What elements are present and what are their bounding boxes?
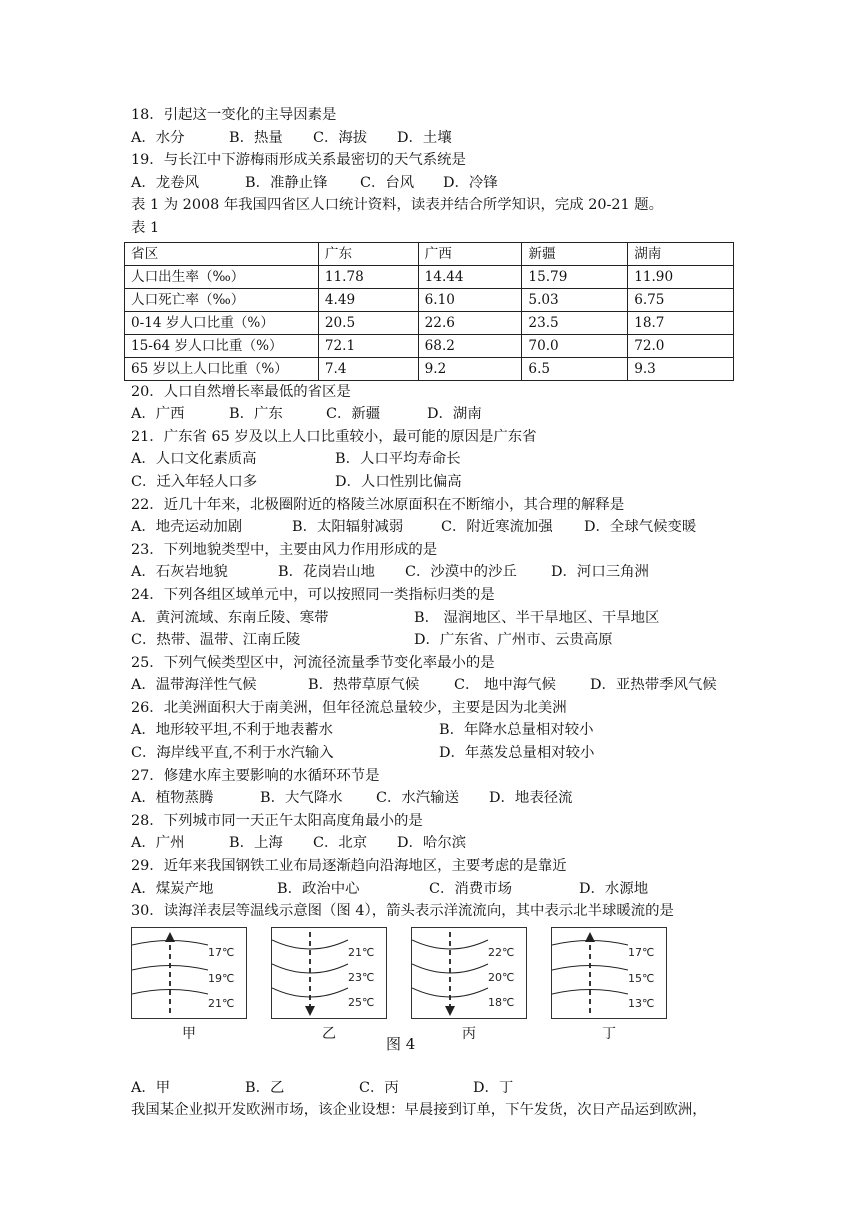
table-header-cell: 新疆 (522, 242, 628, 265)
q27-option-c: C．水汽输送 (376, 790, 459, 807)
table-header-row (125, 242, 734, 265)
table-cell: 15-64 岁人口比重（%） (125, 334, 319, 357)
q26-options-row2 (131, 742, 751, 765)
table-cell: 人口出生率（‰） (125, 265, 319, 288)
q19-option-d: D．冷锋 (443, 174, 498, 191)
table-header-cell: 湖南 (628, 242, 734, 265)
arrow-down-icon (305, 1006, 315, 1016)
q22-option-d: D．全球气候变暖 (584, 519, 697, 536)
table-header-cell: 省区 (125, 242, 319, 265)
q23-option-a: A．石灰岩地貌 (131, 564, 228, 581)
q30-option-a: A．甲 (131, 1079, 171, 1096)
q30-options (131, 1077, 751, 1100)
q29-option-c: C．消费市场 (429, 880, 512, 897)
q25-option-b: B．热带草原气候 (308, 677, 420, 694)
temp-label: 15℃ (628, 971, 655, 985)
q27-option-a: A．植物蒸腾 (131, 790, 214, 807)
arrow-up-icon (585, 932, 595, 942)
q18-option-a: A．水分 (131, 129, 185, 146)
q29-option-b: B．政治中心 (277, 880, 360, 897)
q27-stem: 27．修建水库主要影响的水循环环节是 (131, 767, 380, 784)
table-intro: 表 1 为 2008 年我国四省区人口统计资料，读表并结合所学知识，完成 20-21 题。 (131, 197, 664, 214)
table-header-cell: 广西 (418, 242, 522, 265)
q21-stem: 21．广东省 65 岁及以上人口比重较小，最可能的原因是广东省 (131, 428, 537, 445)
q26-option-d: D．年蒸发总量相对较小 (439, 745, 595, 762)
q28-option-d: D．哈尔滨 (397, 835, 467, 852)
table-cell: 4.49 (318, 288, 418, 311)
q20-options (131, 403, 751, 426)
table-cell: 72.1 (318, 334, 418, 357)
q24-option-d: D．广东省、广州市、云贵高原 (414, 632, 613, 649)
panel-yi (271, 927, 387, 1019)
temp-label: 21℃ (208, 996, 235, 1010)
q22-options (131, 516, 751, 539)
q24-option-b: B． 湿润地区、半干旱地区、干旱地区 (414, 609, 660, 626)
table-cell: 22.6 (418, 311, 522, 334)
isotherm-panel-bing-svg (412, 928, 528, 1020)
isotherm-panel-jia-svg (132, 928, 248, 1020)
q26-option-c: C．海岸线平直,不利于水汽输入 (131, 745, 334, 762)
panel-bing (411, 927, 527, 1019)
q26-options-row1 (131, 719, 751, 742)
q25-stem: 25．下列气候类型区中，河流径流量季节变化率最小的是 (131, 654, 495, 671)
table-row (125, 311, 734, 334)
arrow-up-icon (165, 932, 175, 942)
q25-option-d: D．亚热带季风气候 (590, 677, 717, 694)
table-cell: 11.78 (318, 265, 418, 288)
q29-option-d: D．水源地 (579, 880, 649, 897)
table-cell: 14.44 (418, 265, 522, 288)
q28-option-c: C．北京 (313, 835, 368, 852)
table-row (125, 334, 734, 357)
table-cell: 72.0 (628, 334, 734, 357)
table-cell: 11.90 (628, 265, 734, 288)
table-cell: 18.7 (628, 311, 734, 334)
q20-stem: 20．人口自然增长率最低的省区是 (131, 383, 351, 400)
q27-options (131, 787, 751, 810)
temp-label: 13℃ (628, 996, 655, 1010)
q24-stem: 24．下列各组区域单元中，可以按照同一类指标归类的是 (131, 586, 495, 603)
temp-label: 22℃ (488, 945, 515, 959)
temp-label: 18℃ (488, 995, 515, 1009)
q19-stem: 19．与长江中下游梅雨形成关系最密切的天气系统是 (131, 152, 466, 169)
q28-option-a: A．广州 (131, 835, 185, 852)
table-row (125, 357, 734, 380)
q25-option-a: A．温带海洋性气候 (131, 677, 257, 694)
q24-options-row2 (131, 629, 751, 652)
table-header-cell: 广东 (318, 242, 418, 265)
q25-options (131, 674, 751, 697)
q23-option-b: B．花岗岩山地 (278, 564, 375, 581)
isotherm-panel-yi-svg (272, 928, 388, 1020)
q24-options-row1 (131, 607, 751, 630)
temp-label: 21℃ (348, 945, 375, 959)
q21-options-row2 (131, 471, 751, 494)
q28-option-b: B．上海 (229, 835, 283, 852)
q22-option-a: A．地壳运动加剧 (131, 519, 243, 536)
temp-label: 17℃ (628, 945, 655, 959)
q20-option-a: A．广西 (131, 406, 185, 423)
q23-options (131, 561, 751, 584)
table-row (125, 265, 734, 288)
temp-label: 19℃ (208, 971, 235, 985)
q30-stem: 30．读海洋表层等温线示意图（图 4），箭头表示洋流流向，其中表示北半球暖流的是 (131, 903, 674, 920)
exam-page (131, 104, 751, 1122)
q23-stem: 23．下列地貌类型中，主要由风力作用形成的是 (131, 541, 438, 558)
table-cell: 15.79 (522, 265, 628, 288)
population-table (124, 242, 734, 381)
temp-label: 20℃ (488, 970, 515, 984)
arrow-down-icon (445, 1006, 455, 1016)
q27-option-b: B．大气降水 (260, 790, 343, 807)
q29-stem: 29．近年来我国钢铁工业布局逐渐趋向沿海地区，主要考虑的是靠近 (131, 858, 567, 875)
table-cell: 9.2 (418, 357, 522, 380)
q22-stem: 22．近几十年来，北极圈附近的格陵兰冰原面积在不断缩小，其合理的解释是 (131, 496, 625, 513)
q21-options-row1 (131, 448, 751, 471)
q28-stem: 28．下列城市同一天正午太阳高度角最小的是 (131, 812, 423, 829)
panel-label-ding: 丁 (602, 1025, 616, 1042)
q23-option-c: C．沙漠中的沙丘 (405, 564, 517, 581)
temp-label: 23℃ (348, 970, 375, 984)
q24-option-c: C．热带、温带、江南丘陵 (131, 632, 301, 649)
table-cell: 20.5 (318, 311, 418, 334)
isotherm-figure (131, 927, 751, 1077)
table-title: 表 1 (131, 219, 160, 236)
q22-option-b: B．太阳辐射减弱 (292, 519, 404, 536)
q20-option-c: C．新疆 (326, 406, 381, 423)
q18-options (131, 127, 751, 150)
q18-stem: 18．引起这一变化的主导因素是 (131, 107, 337, 123)
panel-ding (551, 927, 667, 1019)
table-cell: 0-14 岁人口比重（%） (125, 311, 319, 334)
q26-option-a: A．地形较平坦,不利于地表蓄水 (131, 722, 334, 739)
table-cell: 65 岁以上人口比重（%） (125, 357, 319, 380)
q26-option-b: B．年降水总量相对较小 (439, 722, 594, 739)
table-cell: 9.3 (628, 357, 734, 380)
table-cell: 6.75 (628, 288, 734, 311)
q25-option-c: C． 地中海气候 (454, 677, 556, 694)
table-cell: 5.03 (522, 288, 628, 311)
q19-option-c: C．台风 (360, 174, 415, 191)
q29-option-a: A．煤炭产地 (131, 880, 214, 897)
q21-option-a: A．人口文化素质高 (131, 451, 257, 468)
q18-option-d: D．土壤 (397, 129, 452, 146)
figure-caption: 图 4 (386, 1034, 416, 1053)
panel-jia (131, 927, 247, 1019)
q29-options (131, 878, 751, 901)
table-cell: 70.0 (522, 334, 628, 357)
q18-option-b: B．热量 (229, 129, 283, 146)
table-cell: 68.2 (418, 334, 522, 357)
isotherm-panel-ding-svg (552, 928, 668, 1020)
q26-stem: 26．北美洲面积大于南美洲，但年径流总量较少，主要是因为北美洲 (131, 699, 567, 716)
temp-label: 17℃ (208, 945, 235, 959)
q20-option-b: B．广东 (229, 406, 283, 423)
q21-option-b: B．人口平均寿命长 (335, 451, 461, 468)
panel-label-bing: 丙 (462, 1025, 476, 1042)
q30-option-b: B．乙 (245, 1079, 285, 1096)
q27-option-d: D．地表径流 (489, 790, 573, 807)
table-cell: 人口死亡率（‰） (125, 288, 319, 311)
q30-option-d: D．丁 (473, 1079, 514, 1096)
q20-option-d: D．湖南 (427, 406, 482, 423)
table-cell: 7.4 (318, 357, 418, 380)
table-cell: 6.5 (522, 357, 628, 380)
q21-option-c: C．迁入年轻人口多 (131, 473, 258, 490)
q23-option-d: D．河口三角洲 (551, 564, 649, 581)
q28-options (131, 832, 751, 855)
table-cell: 23.5 (522, 311, 628, 334)
q19-option-b: B．准静止锋 (245, 174, 328, 191)
q19-option-a: A．龙卷风 (131, 174, 199, 191)
q19-options (131, 172, 751, 195)
q21-option-d: D．人口性别比偏高 (335, 473, 462, 490)
next-passage: 我国某企业拟开发欧洲市场，该企业设想：早晨接到订单，下午发货，次日产品运到欧洲， (131, 1102, 707, 1119)
panel-label-jia: 甲 (182, 1025, 196, 1042)
table-cell: 6.10 (418, 288, 522, 311)
temp-label: 25℃ (348, 995, 375, 1009)
q24-option-a: A．黄河流域、东南丘陵、寒带 (131, 609, 329, 626)
table-row (125, 288, 734, 311)
q22-option-c: C．附近寒流加强 (441, 519, 553, 536)
q18-option-c: C．海拔 (313, 129, 368, 146)
q30-option-c: C．丙 (359, 1079, 399, 1096)
panel-label-yi: 乙 (322, 1025, 336, 1042)
